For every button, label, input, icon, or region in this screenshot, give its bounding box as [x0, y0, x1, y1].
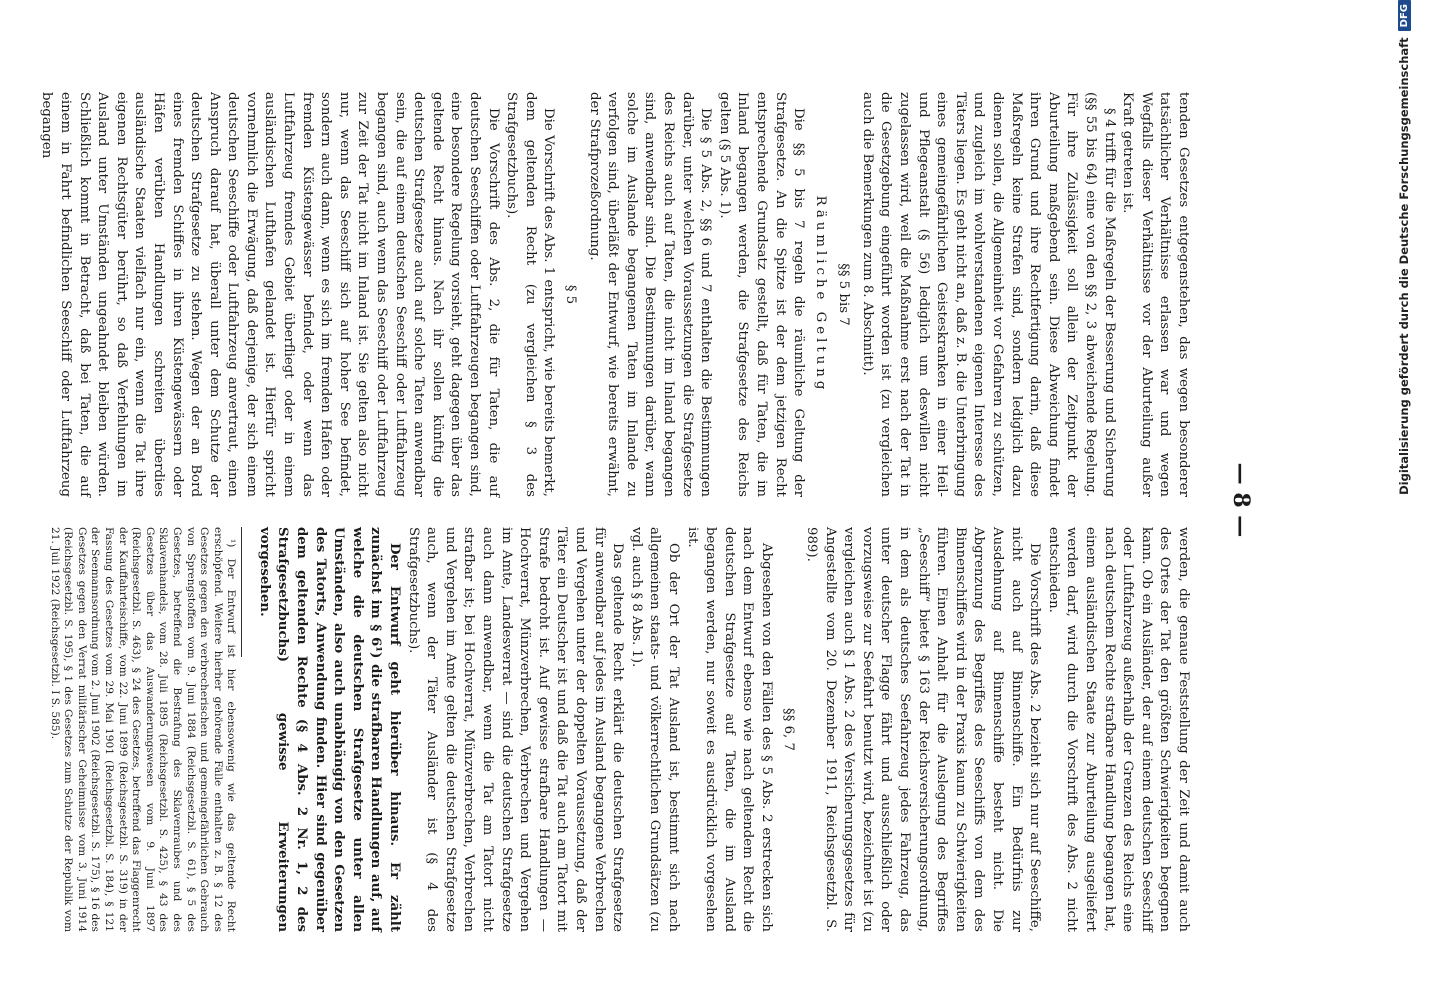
paragraph: tenden Gesetzes entgegenstehen, das wegen besonderer tatsächlicher Verhältnisse erlassen war und wegen Wegfalls dieser Verhältnisse vor der Aburteilung außer Kraft getreten ist.: [1120, 92, 1191, 497]
paragraph: Die Vorschrift des Abs. 2 bezieht sich nur auf Seeschiffe, nicht auch auf Binnenschiffe. Ein Bedürfnis zur Ausdehnung auf Binnenschiffe besteht nicht. Die Abgrenzung des Begriffes des Seeschiffs von dem des Binnenschiffes wird in der Praxis kaum zu Schwierigkeiten führen. Einen Anhalt für die Auslegung des Begriffes „Seeschiff“ bietet § 163 der Reichsversicherungsordnung, in dem als deutsches Seefahrzeug jedes Fahrzeug, das unter deutscher Flagge fährt und ausschließlich oder vorzugsweise zur Seefahrt benutzt wird, bezeichnet ist (zu vergleichen auch § 1 Abs. 2 des Versicherungsgesetzes für Angestellte vom 20. Dezember 1911, Reichsgesetzbl. S. 989).: [804, 527, 1043, 932]
paragraph: Abgesehen von den Fällen des § 5 Abs. 2 erstrecken sich nach dem Entwurf ebenso wie nach geltendem Recht die deutschen Strafgesetze auf Taten, die im Ausland begangen werden, nur soweit es ausdrücklich vorgesehen ist.: [684, 527, 774, 932]
footnote: ¹) Der Entwurf ist hier ebensowenig wie das geltende Recht erschöpfend. Weitere hierher gehörende Fälle enthalten z. B. § 12 des Gesetzes gegen den verbrecherischen und gemeingefährlichen Gebrauch von Sprengstoffen vom 9. Juni 1884 (Reichsgesetzbl. S. 61), § 5 des Gesetzes, betreffend die Bestrafung des Sklavenraubes und des Sklavenhandels, vom 28. Juli 1895 (Reichsgesetzbl. S. 425), § 43 des Gesetzes über das Auswanderungswesen vom 9. Juni 1897 (Reichsgesetzbl. S. 463), § 24 des Gesetzes, betreffend das Flaggenrecht der Kauffahrteischiffe, vom 22. Juni 1899 (Reichsgesetzbl. S. 319) in der Fassung des Gesetzes vom 29. Mai 1901 (Reichsgesetzbl. S. 184), § 121 der Seemannsordnung vom 2. Juni 1902 (Reichsgesetzbl. S. 175), § 16 des Gesetzes gegen den Verrat militärischer Geheimnisse vom 3. Juni 1914 (Reichsgesetzbl. S. 195), § 1 des Gesetzes zum Schutze der Republik vom 21. Juli 1922 (Reichsgesetzbl. I S. 585).: [48, 527, 238, 932]
left-column: [37, 92, 1192, 497]
paragraph: werden, die genaue Feststellung der Zeit und damit auch des Ortes der Tat den größten Schwierigkeiten begegnen kann. Ob ein Ausländer, der auf einem deutschen Seeschiff oder Luftfahrzeug außerhalb der Grenzen des Reichs eine nach deutschem Rechte strafbare Handlung begangen hat, einem ausländischen Staate zur Aburteilung ausgeliefert werden darf, wird durch die Vorschrift des Abs. 2 nicht entschieden.: [1045, 527, 1191, 932]
digitization-note-text: Digitalisierung gefördert durch die Deutsche Forschungsgemeinschaft: [1397, 37, 1411, 495]
paragraph: § 4 trifft für die Maßregeln der Besserung und Sicherung (§§ 55 bis 64) eine von den §§ 2, 3 abweichende Regelung. Für ihre Zulässigkeit soll allein der Zeitpunkt der Aburteilung maßgebend sein. Diese Abweichung findet ihren Grund und ihre Rechtfertigung darin, daß diese Maßregeln keine Strafen sind, sondern lediglich dazu dienen sollen, die Allgemeinheit vor Gefahren zu schützen, und zugleich im wohlverstandenen eigenen Interesse des Täters liegen. Es geht nicht an, daß z. B. die Unterbringung eines gemeingefährlichen Geisteskranken in einer Heil- und Pflegeanstalt (§ 56) lediglich um deswillen nicht zugelassen wird, weil die Maßnahme erst nach der Tat in die Gesetzgebung eingeführt worden ist (zu vergleichen auch die Bemerkungen zum 8. Abschnitt).: [859, 92, 1117, 497]
page-number: — 8 —: [1228, 462, 1254, 538]
footnote-divider: [241, 527, 242, 657]
section-heading: §§ 6, 7: [780, 708, 796, 751]
section-title: Räumliche Geltung: [812, 195, 828, 394]
section-heading: § 5: [563, 284, 578, 305]
paragraph: Ob der Ort der Tat Ausland ist, bestimmt sich nach allgemeinen staats- und völkerrechtlichen Grundsätzen (zu vgl. auch § 8 Abs. 1).: [628, 527, 681, 932]
paragraph: Das geltende Recht erklärt die deutschen Strafgesetze für anwendbar auf jedes im Ausland begangene Verbrechen und Vergehen unter der doppelten Voraussetzung, daß der Täter ein Deutscher ist und daß die Tat auch am Tatort mit Strafe bedroht ist. Auf gewisse strafbare Handlungen — Hochverrat, Münzverbrechen, Verbrechen und Vergehen im Amte, Landesverrat — sind die deutschen Strafgesetze auch dann anwendbar, wenn die Tat am Tatort nicht strafbar ist; bei Hochverrat, Münzverbrechen, Verbrechen und Vergehen im Amte gelten die deutschen Strafgesetze auch, wenn der Täter Ausländer ist (§ 4 des Strafgesetzbuchs).: [405, 527, 626, 932]
paragraph: Der Entwurf geht hierüber hinaus. Er zählt zunächst im § 6¹) die strafbaren Handlungen auf, auf welche die deutschen Strafgesetze unter allen Umständen, also auch unabhängig von den Gesetzen des Tatorts, Anwendung finden. Hier sind gegenüber dem geltenden Rechte (§ 4 Abs. 2 Nr. 1, 2 des Strafgesetzbuchs) gewisse Erweiterungen vorgesehen.: [256, 527, 403, 932]
rotated-document-page: [22, 0, 1312, 1000]
paragraph: Die Vorschrift des Abs. 1 entspricht, wie bereits bemerkt, dem geltenden Recht (zu vergleichen § 3 des Strafgesetzbuchs).: [504, 92, 557, 497]
dfg-logo: DFG: [1398, 0, 1411, 31]
paragraph: Die Vorschrift des Abs. 2, die für Taten, die auf deutschen Seeschiffen oder Luftfahrzeugen begangen sind, eine besondere Regelung vorsieht, geht dagegen über das geltende Recht hinaus. Nach ihr sollen künftig die deutschen Strafgesetze auch auf solche Taten anwendbar sein, die auf einem deutschen Seeschiff oder Luftfahrzeug begangen sind, auch wenn das Seeschiff oder Luftfahrzeug zur Zeit der Tat nicht im Inland ist. Sie gelten also nicht nur, wenn das Seeschiff sich auf hoher See befindet, sondern auch dann, wenn es sich im fremden Hafen oder fremden Küstengewässer befindet, oder wenn das Luftfahrzeug fremdes Gebiet überfliegt oder in einem ausländischen Lufthafen gelandet ist. Hierfür spricht vornehmlich die Erwägung, daß derjenige, der sich einem deutschen Seeschiffe oder Luftfahrzeug anvertraut, einen Anspruch darauf hat, überall unter dem Schutze der deutschen Strafgesetze zu stehen. Wegen der an Bord eines fremden Schiffes in ihren Küstengewässern oder Häfen verübten Handlungen schreiten überdies ausländische Staaten vielfach nur ein, wenn die Tat ihre eigenen Rechtsgüter berührt, so daß Verfehlungen im Ausland unter Umständen ungeahndet bleiben würden. Schließlich kommt in Betracht, daß bei Taten, die auf einem in Fahrt befindlichen Seeschiff oder Luftfahrzeug begangen: [39, 92, 501, 497]
digitization-margin-note: [1384, 0, 1424, 1000]
section-heading: §§ 5 bis 7: [836, 263, 852, 326]
paragraph: Die §§ 5 bis 7 regeln die räumliche Geltung der Strafgesetze. An die Spitze ist der dem jetzigen Recht entsprechende Grundsatz gestellt, daß für Taten, die im Inland begangen werden, die Strafgesetze des Reichs gelten (§ 5 Abs. 1).: [716, 92, 807, 497]
right-column: [47, 527, 1192, 932]
paragraph: Die § 5 Abs. 2, §§ 6 und 7 enthalten die Bestimmungen darüber, unter welchen Voraussetzungen die Strafgesetze des Reichs auch auf Taten, die nicht im Inland begangen sind, anwendbar sind. Die Bestimmungen darüber, wann solche im Auslande begangenen Taten im Inlande zu verfolgen sind, überläßt der Entwurf, wie bereits erwähnt, der Strafprozeßordnung.: [586, 92, 714, 497]
